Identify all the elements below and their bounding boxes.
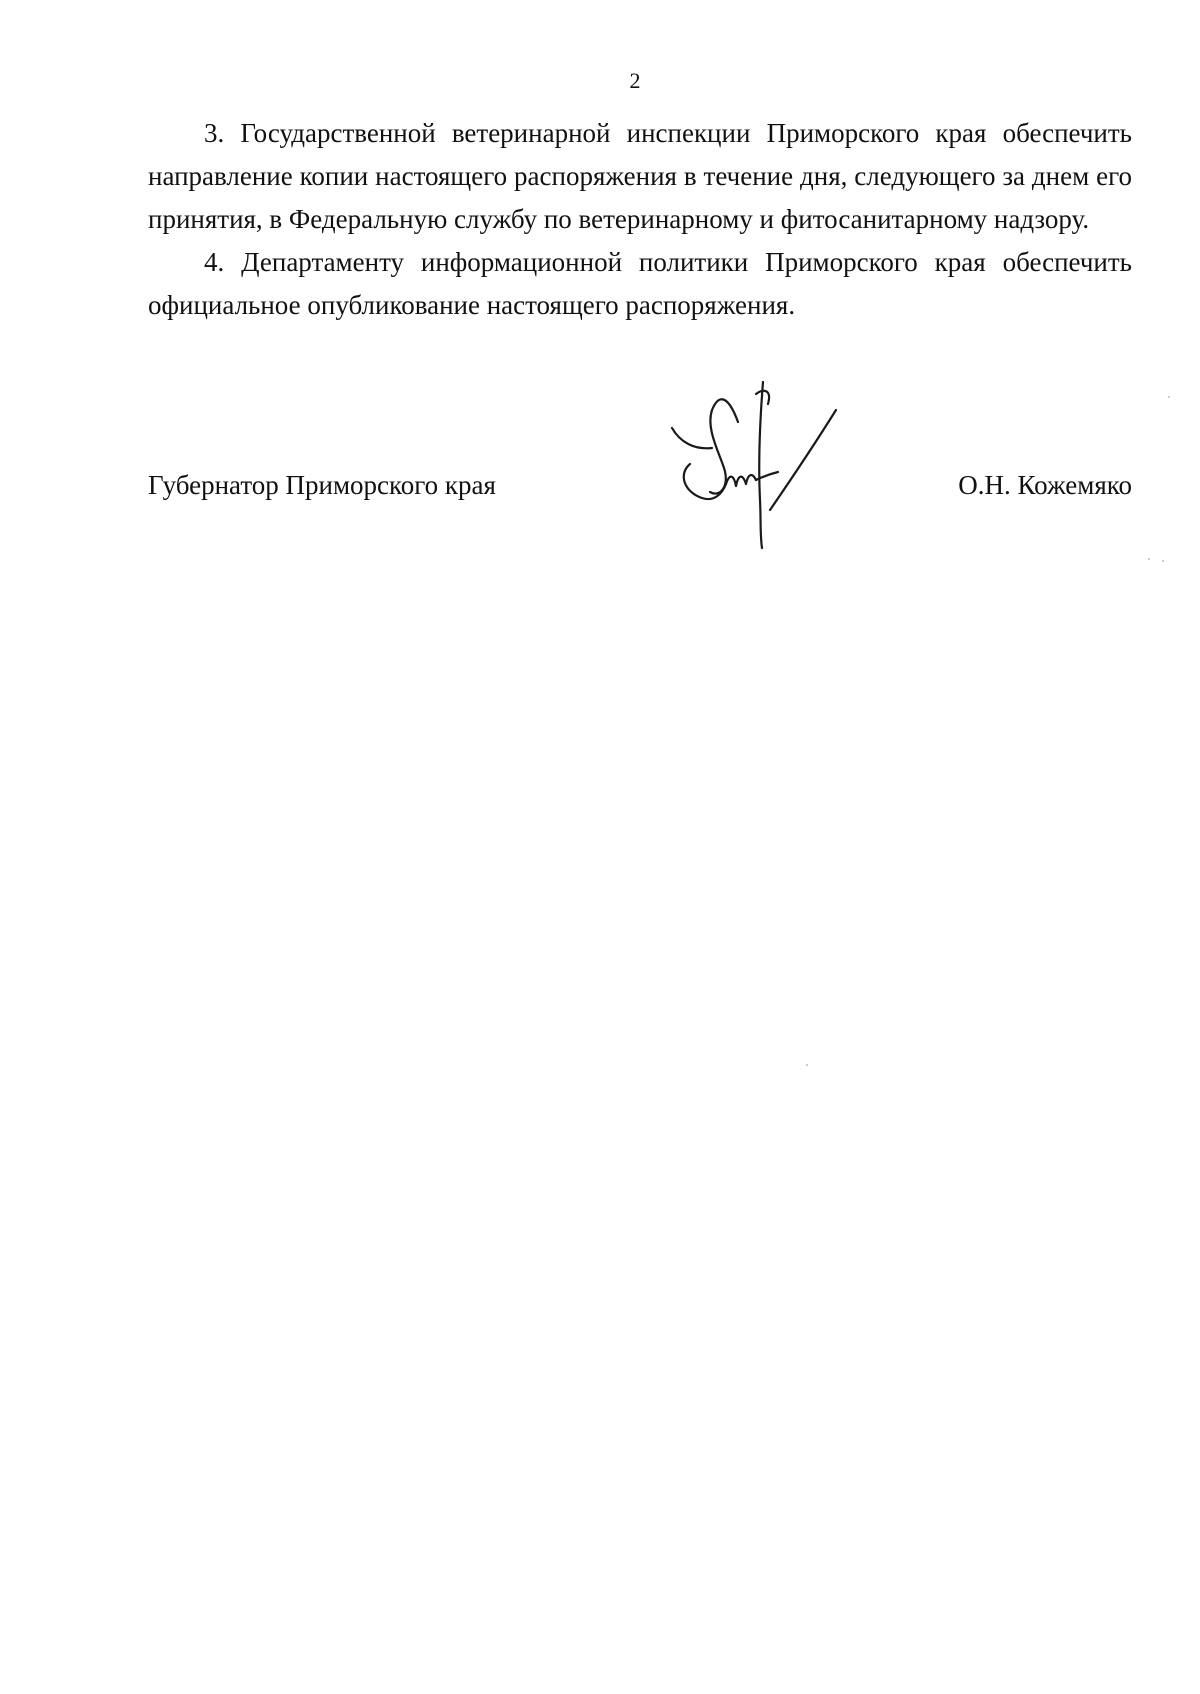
document-body xyxy=(148,112,1132,327)
paragraph-3: 3. Государственной ветеринарной инспекции Приморского края обеспечить направление копии настоящего распоряжения в течение дня, следующего за днем его принятия, в Федеральную службу по ветеринарному и фитосанитарному надзору. xyxy=(148,118,1132,234)
page-number: 2 xyxy=(629,68,641,93)
signatory-position: Губернатор Приморского края xyxy=(148,470,496,500)
scan-speck xyxy=(1168,396,1170,398)
scan-speck xyxy=(1148,558,1150,560)
scan-speck xyxy=(1162,560,1164,562)
signatory-name: О.Н. Кожемяко xyxy=(958,470,1132,500)
handwritten-signature xyxy=(660,380,860,560)
paragraph-4: 4. Департаменту информационной политики Приморского края обеспечить официальное опубликование настоящего распоряжения. xyxy=(148,247,1132,320)
scan-speck xyxy=(806,1064,808,1066)
